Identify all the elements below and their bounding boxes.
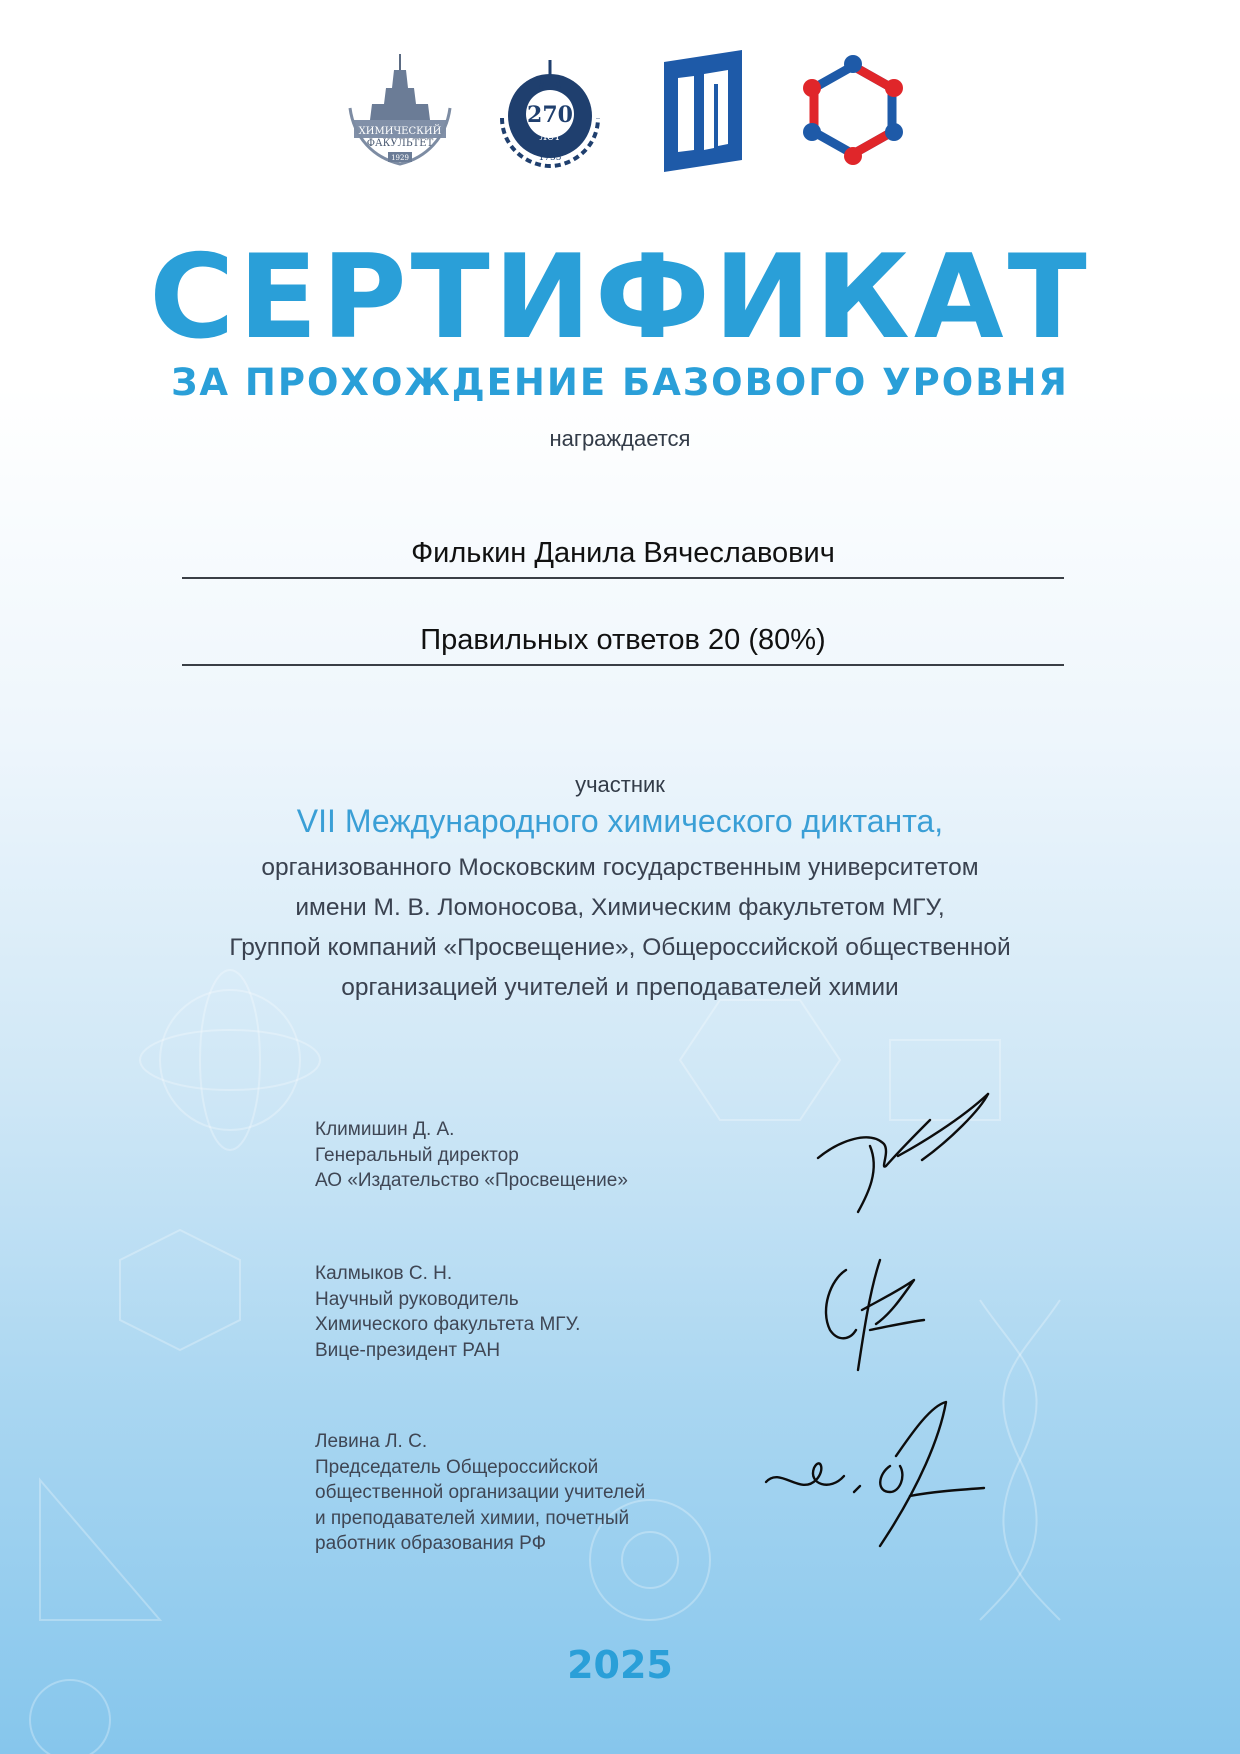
organizer-line: Группой компаний «Просвещение», Общероссийской общественной [229, 934, 1011, 961]
signatory-line: Калмыков С. Н. [315, 1263, 453, 1284]
svg-text:1755: 1755 [538, 153, 562, 163]
signatory-line: Химического факультета МГУ. [315, 1314, 581, 1335]
signature-kalmykov [810, 1250, 930, 1380]
signatory-block-kalmykov [315, 1261, 580, 1363]
signatory-line: Председатель Общероссийской [315, 1456, 599, 1478]
signatory-line: Климишин Д. А. [315, 1119, 455, 1140]
result-score: Правильных ответов 20 (80%) [182, 620, 1064, 666]
awarded-text: награждается [549, 426, 691, 451]
signatory-line: Левина Л. С. [315, 1431, 428, 1452]
signature-levina [760, 1396, 990, 1556]
signatory-line: Генеральный директор [315, 1144, 519, 1166]
signatory-line: Вице-президент РАН [315, 1339, 501, 1361]
certificate-subtitle: ЗА ПРОХОЖДЕНИЕ БАЗОВОГО УРОВНЯ [171, 361, 1069, 404]
logo-row [0, 48, 1240, 178]
organizer-line: имени М. В. Ломоносова, Химическим факультетом МГУ, [295, 894, 945, 921]
chem-teachers-org-logo [800, 48, 906, 172]
signature-klimishin [810, 1090, 1000, 1220]
recipient-name: Филькин Данила Вячеславович [182, 533, 1064, 579]
chem-faculty-logo [344, 48, 456, 172]
svg-text:270: 270 [527, 102, 573, 128]
signatory-line: общественной организации учителей [315, 1482, 646, 1503]
event-name: VII Международного химического диктанта, [296, 803, 944, 839]
certificate-year: 2025 [567, 1643, 673, 1687]
organizer-line: организованного Московским государственным университетом [261, 854, 979, 881]
certificate-title: СЕРТИФИКАТ [149, 230, 1091, 365]
signatory-line: Научный руководитель [315, 1288, 519, 1310]
signatory-line: и преподавателей химии, почетный [315, 1507, 630, 1529]
svg-text:ХИМИЧЕСКИЙ: ХИМИЧЕСКИЙ [358, 126, 442, 137]
svg-text:лет: лет [539, 129, 561, 143]
signatory-block-levina [315, 1429, 645, 1557]
svg-text:ФАКУЛЬТЕТ: ФАКУЛЬТЕТ [366, 138, 434, 149]
organizer-line: организацией учителей и преподавателей химии [341, 974, 899, 1001]
prosveshchenie-logo [660, 48, 746, 172]
msu-270-logo [488, 48, 612, 172]
signatory-line: работник образования РФ [315, 1533, 547, 1554]
svg-text:1929: 1929 [391, 154, 409, 162]
signatory-block-klimishin [315, 1117, 628, 1194]
signatory-line: АО «Издательство «Просвещение» [315, 1170, 628, 1191]
organizers-text [0, 848, 1240, 1008]
participant-label: участник [575, 772, 665, 797]
